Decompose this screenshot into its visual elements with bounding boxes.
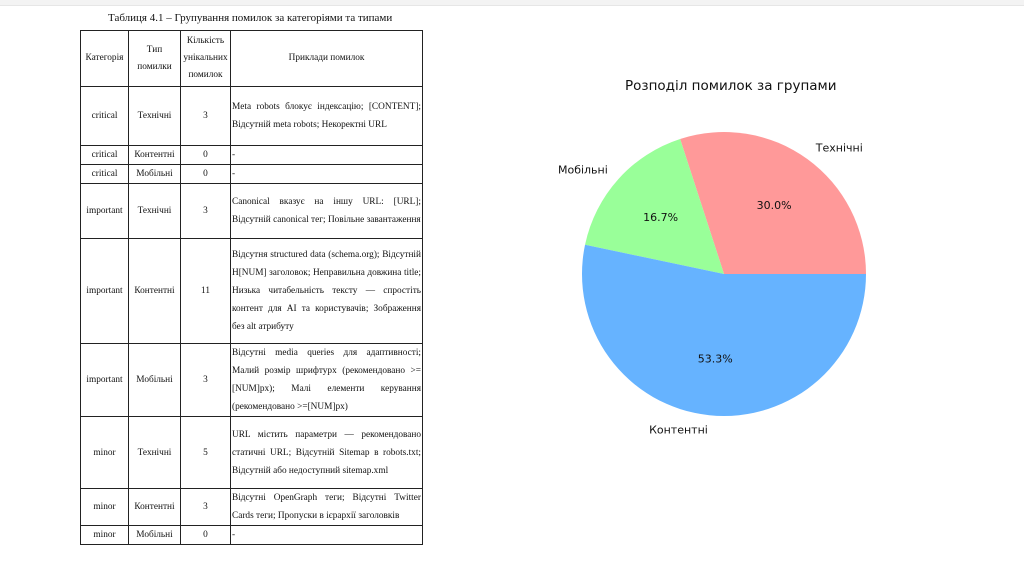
cell-category: critical xyxy=(81,146,129,165)
cell-count: 11 xyxy=(181,239,231,344)
cell-category: minor xyxy=(81,417,129,489)
cell-type: Технічні xyxy=(129,417,181,489)
cell-count: 5 xyxy=(181,417,231,489)
cell-count: 3 xyxy=(181,184,231,239)
cell-examples: Відсутні OpenGraph теги; Відсутні Twitter Cards теги; Пропуски в ієрархії заголовків xyxy=(231,489,423,526)
slice-percent-label: 16.7% xyxy=(643,211,679,225)
header-type: Тип помилки xyxy=(129,31,181,87)
cell-type: Контентні xyxy=(129,489,181,526)
cell-type: Мобільні xyxy=(129,344,181,417)
cell-category: critical xyxy=(81,165,129,184)
header-count: Кількість унікальних помилок xyxy=(181,31,231,87)
cell-type: Технічні xyxy=(129,87,181,146)
cell-type: Контентні xyxy=(129,146,181,165)
cell-examples: Meta robots блокує індексацію; [CONTENT]; Відсутній meta robots; Некоректні URL xyxy=(231,87,423,146)
cell-examples: Відсутня structured data (schema.org); Відсутній H[NUM] заголовок; Неправильна довжина title; Низька читабельність тексту — спростіть контент для AI та користувачів; Зображення без alt атрибуту xyxy=(231,239,423,344)
cell-examples: - xyxy=(231,165,423,184)
cell-examples: - xyxy=(231,526,423,545)
slice-category-label: Контентні xyxy=(649,423,708,437)
cell-count: 3 xyxy=(181,344,231,417)
cell-examples: URL містить параметри — рекомендовано статичні URL; Відсутній Sitemap в robots.txt; Відсутній або недоступний sitemap.xml xyxy=(231,417,423,489)
slice-category-label: Технічні xyxy=(815,141,863,155)
slice-percent-label: 30.0% xyxy=(756,199,792,213)
header-examples: Приклади помилок xyxy=(231,31,423,87)
cell-examples: Відсутні media queries для адаптивності; Малий розмір шрифтурх (рекомендовано >=[NUM]px); Малі елементи керування (рекомендовано >=[NUM]px) xyxy=(231,344,423,417)
pie-slices xyxy=(582,132,866,416)
cell-category: minor xyxy=(81,489,129,526)
cell-category: important xyxy=(81,344,129,417)
table-caption: Таблиця 4.1 – Групування помилок за категоріями та типами xyxy=(108,12,393,24)
cell-count: 0 xyxy=(181,146,231,165)
cell-count: 0 xyxy=(181,526,231,545)
cell-category: critical xyxy=(81,87,129,146)
header-category: Категорія xyxy=(81,31,129,87)
cell-count: 3 xyxy=(181,489,231,526)
cell-count: 0 xyxy=(181,165,231,184)
cell-count: 3 xyxy=(181,87,231,146)
slice-percent-label: 53.3% xyxy=(697,352,733,366)
cell-category: minor xyxy=(81,526,129,545)
chart-title: Розподіл помилок за групами xyxy=(625,78,837,94)
cell-type: Контентні xyxy=(129,239,181,344)
cell-examples: - xyxy=(231,146,423,165)
cell-type: Технічні xyxy=(129,184,181,239)
cell-category: important xyxy=(81,239,129,344)
slice-category-label: Мобільні xyxy=(557,163,608,177)
cell-type: Мобільні xyxy=(129,526,181,545)
cell-category: important xyxy=(81,184,129,239)
cell-type: Мобільні xyxy=(129,165,181,184)
cell-examples: Canonical вказує на іншу URL: [URL]; Відсутній canonical тег; Повільне завантаження xyxy=(231,184,423,239)
